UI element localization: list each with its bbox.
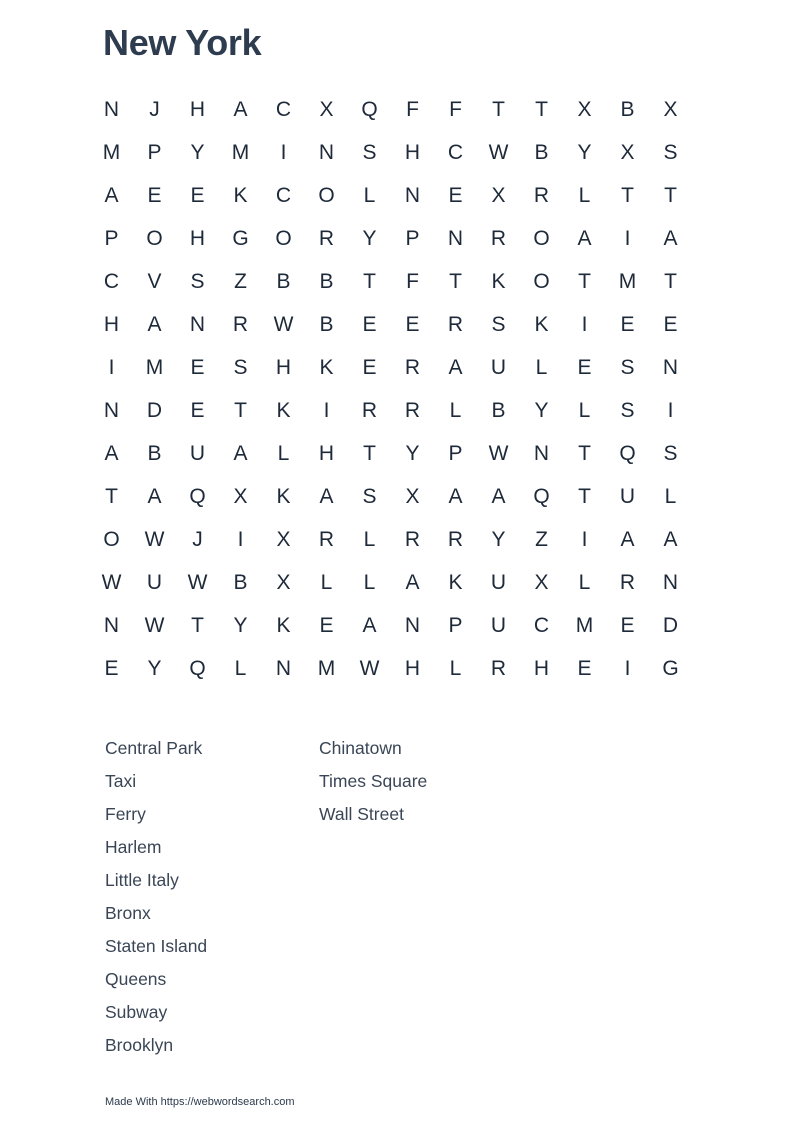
grid-cell: E bbox=[620, 613, 635, 637]
grid-cell: N bbox=[404, 183, 421, 207]
grid-cell: S bbox=[190, 269, 205, 293]
grid-cell: Z bbox=[234, 269, 247, 293]
word-list-item: Brooklyn bbox=[105, 1035, 174, 1055]
grid-cell: V bbox=[147, 269, 162, 293]
grid-cell: W bbox=[488, 140, 509, 164]
grid-cell: E bbox=[577, 355, 592, 379]
grid-cell: O bbox=[533, 226, 550, 250]
grid-cell: O bbox=[275, 226, 292, 250]
grid-cell: Y bbox=[577, 140, 592, 164]
grid-cell: E bbox=[319, 613, 334, 637]
grid-cell: N bbox=[533, 441, 550, 465]
grid-cell: B bbox=[620, 97, 635, 121]
grid-cell: C bbox=[533, 613, 550, 637]
grid-cell: O bbox=[318, 183, 335, 207]
grid-cell: K bbox=[319, 355, 334, 379]
grid-cell: K bbox=[233, 183, 248, 207]
grid-cell: H bbox=[189, 97, 206, 121]
grid-cell: A bbox=[147, 312, 162, 336]
grid-cell: B bbox=[319, 269, 334, 293]
grid-cell: L bbox=[578, 183, 591, 207]
grid-cell: P bbox=[104, 226, 119, 250]
grid-cell: R bbox=[232, 312, 249, 336]
grid-cell: O bbox=[533, 269, 550, 293]
grid-cell: D bbox=[662, 613, 679, 637]
grid-cell: A bbox=[663, 226, 678, 250]
grid-cell: T bbox=[191, 613, 204, 637]
grid-cell: I bbox=[581, 527, 588, 551]
grid-cell: W bbox=[144, 613, 165, 637]
grid-cell: S bbox=[663, 140, 678, 164]
grid-cell: P bbox=[448, 441, 463, 465]
grid-cell: A bbox=[620, 527, 635, 551]
grid-cell: X bbox=[620, 140, 635, 164]
word-list-item: Times Square bbox=[319, 771, 428, 791]
grid-cell: P bbox=[147, 140, 162, 164]
grid-cell: F bbox=[449, 97, 462, 121]
grid-cell: T bbox=[664, 269, 677, 293]
grid-cell: H bbox=[533, 656, 550, 680]
grid-cell: T bbox=[105, 484, 118, 508]
grid-cell: U bbox=[490, 355, 507, 379]
grid-cell: O bbox=[103, 527, 120, 551]
grid-cell: T bbox=[234, 398, 247, 422]
grid-cell: U bbox=[490, 570, 507, 594]
grid-cell: C bbox=[275, 183, 292, 207]
grid-cell: S bbox=[233, 355, 248, 379]
grid-cell: S bbox=[362, 484, 377, 508]
grid-cell: E bbox=[147, 183, 162, 207]
grid-cell: N bbox=[662, 355, 679, 379]
word-list-item: Central Park bbox=[105, 738, 203, 758]
grid-cell: N bbox=[275, 656, 292, 680]
grid-cell: X bbox=[319, 97, 334, 121]
grid-cell: L bbox=[578, 398, 591, 422]
grid-cell: N bbox=[318, 140, 335, 164]
grid-cell: T bbox=[492, 97, 505, 121]
grid-cell: K bbox=[491, 269, 506, 293]
grid-cell: R bbox=[447, 312, 464, 336]
grid-cell: B bbox=[147, 441, 162, 465]
grid-cell: S bbox=[663, 441, 678, 465]
grid-cell: L bbox=[664, 484, 677, 508]
grid-cell: S bbox=[620, 355, 635, 379]
grid-cell: C bbox=[103, 269, 120, 293]
grid-cell: T bbox=[363, 441, 376, 465]
grid-cell: Y bbox=[405, 441, 420, 465]
grid-cell: W bbox=[359, 656, 380, 680]
grid-cell: Q bbox=[189, 656, 206, 680]
grid-cell: S bbox=[491, 312, 506, 336]
grid-cell: K bbox=[276, 613, 291, 637]
grid-cell: J bbox=[192, 527, 203, 551]
grid-cell: T bbox=[664, 183, 677, 207]
grid-cell: X bbox=[405, 484, 420, 508]
grid-cell: K bbox=[276, 484, 291, 508]
grid-cell: R bbox=[490, 226, 507, 250]
grid-cell: Y bbox=[362, 226, 377, 250]
grid-cell: T bbox=[578, 269, 591, 293]
grid-cell: Y bbox=[190, 140, 205, 164]
grid-cell: K bbox=[276, 398, 291, 422]
word-list bbox=[105, 732, 533, 1062]
grid-cell: X bbox=[276, 570, 291, 594]
grid-cell: B bbox=[276, 269, 291, 293]
grid-cell: M bbox=[231, 140, 250, 164]
footer-credit: Made With https://webwordsearch.com bbox=[105, 1096, 295, 1108]
grid-cell: R bbox=[318, 527, 335, 551]
grid-cell: M bbox=[317, 656, 336, 680]
grid-cell: S bbox=[362, 140, 377, 164]
word-list-item: Chinatown bbox=[319, 738, 402, 758]
grid-cell: A bbox=[448, 484, 463, 508]
word-list-item: Subway bbox=[105, 1002, 168, 1022]
grid-cell: L bbox=[277, 441, 290, 465]
grid-cell: U bbox=[490, 613, 507, 637]
grid-cell: I bbox=[624, 656, 631, 680]
grid-cell: L bbox=[449, 398, 462, 422]
grid-cell: X bbox=[534, 570, 549, 594]
grid-cell: B bbox=[233, 570, 248, 594]
word-list-item: Taxi bbox=[105, 771, 137, 791]
grid-cell: E bbox=[577, 656, 592, 680]
grid-cell: L bbox=[363, 183, 376, 207]
grid-cell: N bbox=[662, 570, 679, 594]
grid-cell: A bbox=[147, 484, 162, 508]
word-list-item: Staten Island bbox=[105, 936, 208, 956]
grid-cell: T bbox=[578, 441, 591, 465]
grid-cell: T bbox=[578, 484, 591, 508]
word-list-item: Ferry bbox=[105, 804, 146, 824]
grid-cell: M bbox=[145, 355, 164, 379]
grid-cell: T bbox=[621, 183, 634, 207]
grid-cell: Q bbox=[619, 441, 636, 465]
grid-cell: I bbox=[280, 140, 287, 164]
grid-cell: C bbox=[447, 140, 464, 164]
grid-cell: H bbox=[103, 312, 120, 336]
grid-cell: E bbox=[362, 312, 377, 336]
grid-cell: F bbox=[406, 269, 419, 293]
grid-cell: E bbox=[448, 183, 463, 207]
grid-cell: R bbox=[318, 226, 335, 250]
grid-cell: C bbox=[275, 97, 292, 121]
word-list-item: Queens bbox=[105, 969, 167, 989]
grid-cell: M bbox=[102, 140, 121, 164]
grid-cell: N bbox=[103, 398, 120, 422]
grid-cell: A bbox=[104, 183, 119, 207]
grid-cell: L bbox=[449, 656, 462, 680]
grid-cell: E bbox=[190, 183, 205, 207]
grid-cell: L bbox=[578, 570, 591, 594]
grid-cell: I bbox=[624, 226, 631, 250]
grid-cell: W bbox=[273, 312, 294, 336]
grid-cell: I bbox=[581, 312, 588, 336]
grid-cell: A bbox=[233, 97, 248, 121]
grid-cell: I bbox=[108, 355, 115, 379]
word-list-item: Little Italy bbox=[105, 870, 179, 890]
grid-cell: L bbox=[234, 656, 247, 680]
grid-cell: A bbox=[233, 441, 248, 465]
grid-cell: H bbox=[404, 140, 421, 164]
grid-cell: J bbox=[149, 97, 160, 121]
grid-cell: R bbox=[404, 398, 421, 422]
grid-cell: L bbox=[363, 570, 376, 594]
word-list-item: Harlem bbox=[105, 837, 162, 857]
grid-cell: T bbox=[363, 269, 376, 293]
grid-cell: A bbox=[405, 570, 420, 594]
grid-cell: E bbox=[190, 355, 205, 379]
grid-cell: Q bbox=[189, 484, 206, 508]
grid-cell: H bbox=[275, 355, 292, 379]
grid-cell: N bbox=[103, 97, 120, 121]
grid-cell: B bbox=[491, 398, 506, 422]
letter-grid bbox=[90, 88, 692, 690]
grid-cell: B bbox=[319, 312, 334, 336]
grid-cell: Y bbox=[491, 527, 506, 551]
grid-cell: E bbox=[362, 355, 377, 379]
grid-cell: U bbox=[619, 484, 636, 508]
grid-cell: N bbox=[189, 312, 206, 336]
grid-cell: R bbox=[404, 527, 421, 551]
grid-cell: Q bbox=[361, 97, 378, 121]
grid-cell: A bbox=[362, 613, 377, 637]
grid-cell: I bbox=[667, 398, 674, 422]
grid-cell: D bbox=[146, 398, 163, 422]
grid-cell: Z bbox=[535, 527, 548, 551]
grid-cell: Y bbox=[233, 613, 248, 637]
grid-cell: R bbox=[404, 355, 421, 379]
grid-cell: W bbox=[101, 570, 122, 594]
grid-cell: L bbox=[363, 527, 376, 551]
grid-cell: K bbox=[534, 312, 549, 336]
grid-cell: R bbox=[447, 527, 464, 551]
grid-cell: I bbox=[237, 527, 244, 551]
grid-cell: M bbox=[618, 269, 637, 293]
grid-cell: R bbox=[619, 570, 636, 594]
grid-cell: M bbox=[575, 613, 594, 637]
grid-cell: R bbox=[490, 656, 507, 680]
grid-cell: L bbox=[535, 355, 548, 379]
grid-cell: U bbox=[146, 570, 163, 594]
grid-cell: G bbox=[232, 226, 249, 250]
grid-cell: H bbox=[404, 656, 421, 680]
grid-cell: X bbox=[491, 183, 506, 207]
grid-cell: W bbox=[144, 527, 165, 551]
grid-cell: R bbox=[361, 398, 378, 422]
grid-cell: T bbox=[449, 269, 462, 293]
grid-cell: T bbox=[535, 97, 548, 121]
grid-cell: B bbox=[534, 140, 549, 164]
grid-cell: E bbox=[620, 312, 635, 336]
grid-cell: X bbox=[276, 527, 291, 551]
grid-cell: W bbox=[187, 570, 208, 594]
grid-cell: K bbox=[448, 570, 463, 594]
grid-cell: E bbox=[663, 312, 678, 336]
grid-cell: H bbox=[189, 226, 206, 250]
grid-cell: I bbox=[323, 398, 330, 422]
grid-cell: Y bbox=[534, 398, 549, 422]
grid-cell: X bbox=[233, 484, 248, 508]
grid-cell: E bbox=[405, 312, 420, 336]
grid-cell: X bbox=[577, 97, 592, 121]
grid-cell: A bbox=[577, 226, 592, 250]
grid-cell: L bbox=[320, 570, 333, 594]
grid-cell: R bbox=[533, 183, 550, 207]
grid-cell: S bbox=[620, 398, 635, 422]
grid-cell: P bbox=[405, 226, 420, 250]
grid-cell: E bbox=[104, 656, 119, 680]
grid-cell: G bbox=[662, 656, 679, 680]
grid-cell: A bbox=[319, 484, 334, 508]
grid-cell: F bbox=[406, 97, 419, 121]
grid-cell: N bbox=[103, 613, 120, 637]
grid-cell: A bbox=[491, 484, 506, 508]
grid-cell: E bbox=[190, 398, 205, 422]
grid-cell: Q bbox=[533, 484, 550, 508]
grid-cell: Y bbox=[147, 656, 162, 680]
grid-cell: P bbox=[448, 613, 463, 637]
word-list-item: Wall Street bbox=[319, 804, 404, 824]
word-list-item: Bronx bbox=[105, 903, 151, 923]
grid-cell: A bbox=[663, 527, 678, 551]
grid-cell: N bbox=[447, 226, 464, 250]
grid-cell: W bbox=[488, 441, 509, 465]
grid-cell: O bbox=[146, 226, 163, 250]
grid-cell: N bbox=[404, 613, 421, 637]
grid-cell: A bbox=[104, 441, 119, 465]
grid-cell: A bbox=[448, 355, 463, 379]
grid-cell: H bbox=[318, 441, 335, 465]
grid-cell: X bbox=[663, 97, 678, 121]
page-title: New York bbox=[103, 22, 262, 63]
grid-cell: U bbox=[189, 441, 206, 465]
